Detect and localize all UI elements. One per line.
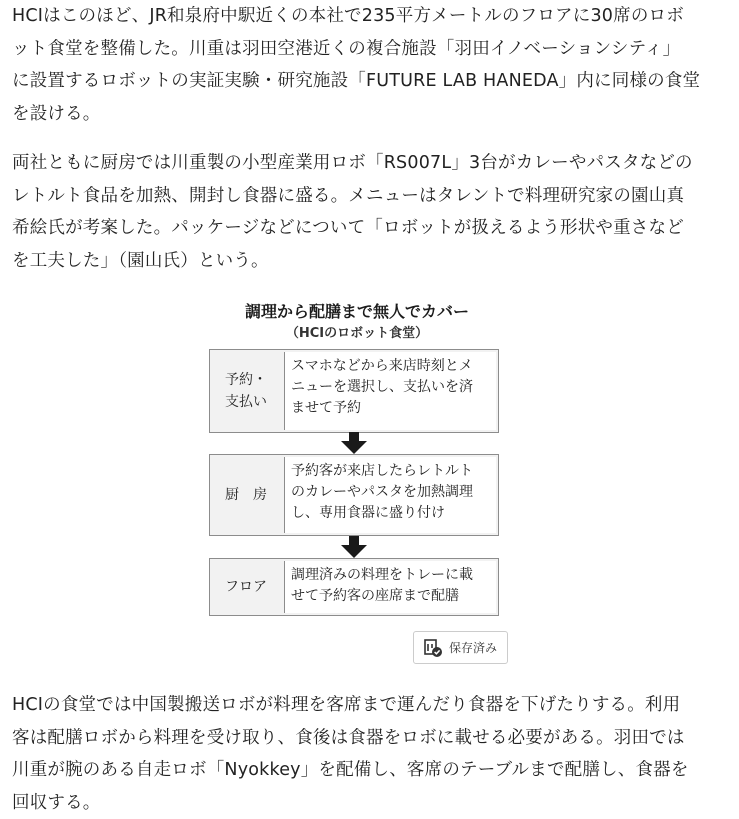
step-text-line: スマホなどから来店時刻とメ [291, 356, 490, 377]
down-arrow-icon [340, 536, 368, 558]
article-paragraph-3 [12, 689, 724, 819]
figure-title: 調理から配膳まで無人でカバー [207, 299, 507, 322]
flow-step-floor [209, 558, 499, 616]
step-text-line: ニューを選択し、支払いを済 [291, 377, 490, 398]
step-label-line: 支払い [225, 391, 267, 413]
flow-step-reservation [209, 349, 499, 433]
step-description [284, 457, 496, 533]
step-text-line: 調理済みの料理をトレーに載 [291, 565, 490, 586]
paragraph-line: レトルト食品を加熱、開封し食器に盛る。メニューはタレントで料理研究家の園山真 [12, 180, 724, 213]
step-text-line: 予約客が来店したらレトルト [291, 461, 490, 482]
bookmark-saved-icon [423, 638, 443, 658]
paragraph-line: を工夫した」（園山氏）という。 [12, 245, 724, 278]
paragraph-line: HCIはこのほど、JR和泉府中駅近くの本社で235平方メートルのフロアに30席のロボ [12, 0, 724, 33]
paragraph-line: ット食堂を整備した。川重は羽田空港近くの複合施設「羽田イノベーションシティ」 [12, 33, 724, 66]
step-label-line: フロア [225, 576, 267, 598]
step-text-line: のカレーやパスタを加熱調理 [291, 482, 490, 503]
step-label-line: 予約・ [225, 369, 267, 391]
paragraph-line: 回収する。 [12, 787, 724, 819]
step-label-line: 厨 房 [225, 484, 267, 506]
saved-button[interactable] [413, 631, 508, 664]
paragraph-line: に設置するロボットの実証実験・研究施設「FUTURE LAB HANEDA」内に同様の食堂 [12, 65, 724, 98]
step-description [284, 352, 496, 430]
step-label [210, 455, 282, 535]
paragraph-line: 希絵氏が考案した。パッケージなどについて「ロボットが扱えるよう形状や重さなど [12, 212, 724, 245]
step-description [284, 561, 496, 613]
step-label [210, 559, 282, 615]
saved-button-label: 保存済み [449, 639, 497, 656]
article-paragraph-2 [12, 147, 724, 277]
step-text-line: せて予約客の座席まで配膳 [291, 586, 490, 607]
process-flow-figure [207, 295, 507, 620]
down-arrow-icon [340, 432, 368, 454]
paragraph-line: HCIの食堂では中国製搬送ロボが料理を客席まで運んだり食器を下げたりする。利用 [12, 689, 724, 722]
figure-subtitle: （HCIのロボット食堂） [207, 322, 507, 341]
article-paragraph-1 [12, 0, 724, 130]
flow-step-kitchen [209, 454, 499, 536]
paragraph-line: 川重が腕のある自走ロボ「Nyokkey」を配備し、客席のテーブルまで配膳し、食器を [12, 754, 724, 787]
paragraph-line: 客は配膳ロボから料理を受け取り、食後は食器をロボに載せる必要がある。羽田では [12, 722, 724, 755]
step-text-line: し、専用食器に盛り付け [291, 503, 490, 524]
paragraph-line: 両社ともに厨房では川重製の小型産業用ロボ「RS007L」3台がカレーやパスタなどの [12, 147, 724, 180]
step-text-line: ませて予約 [291, 398, 490, 419]
paragraph-line: を設ける。 [12, 98, 724, 131]
step-label [210, 350, 282, 432]
